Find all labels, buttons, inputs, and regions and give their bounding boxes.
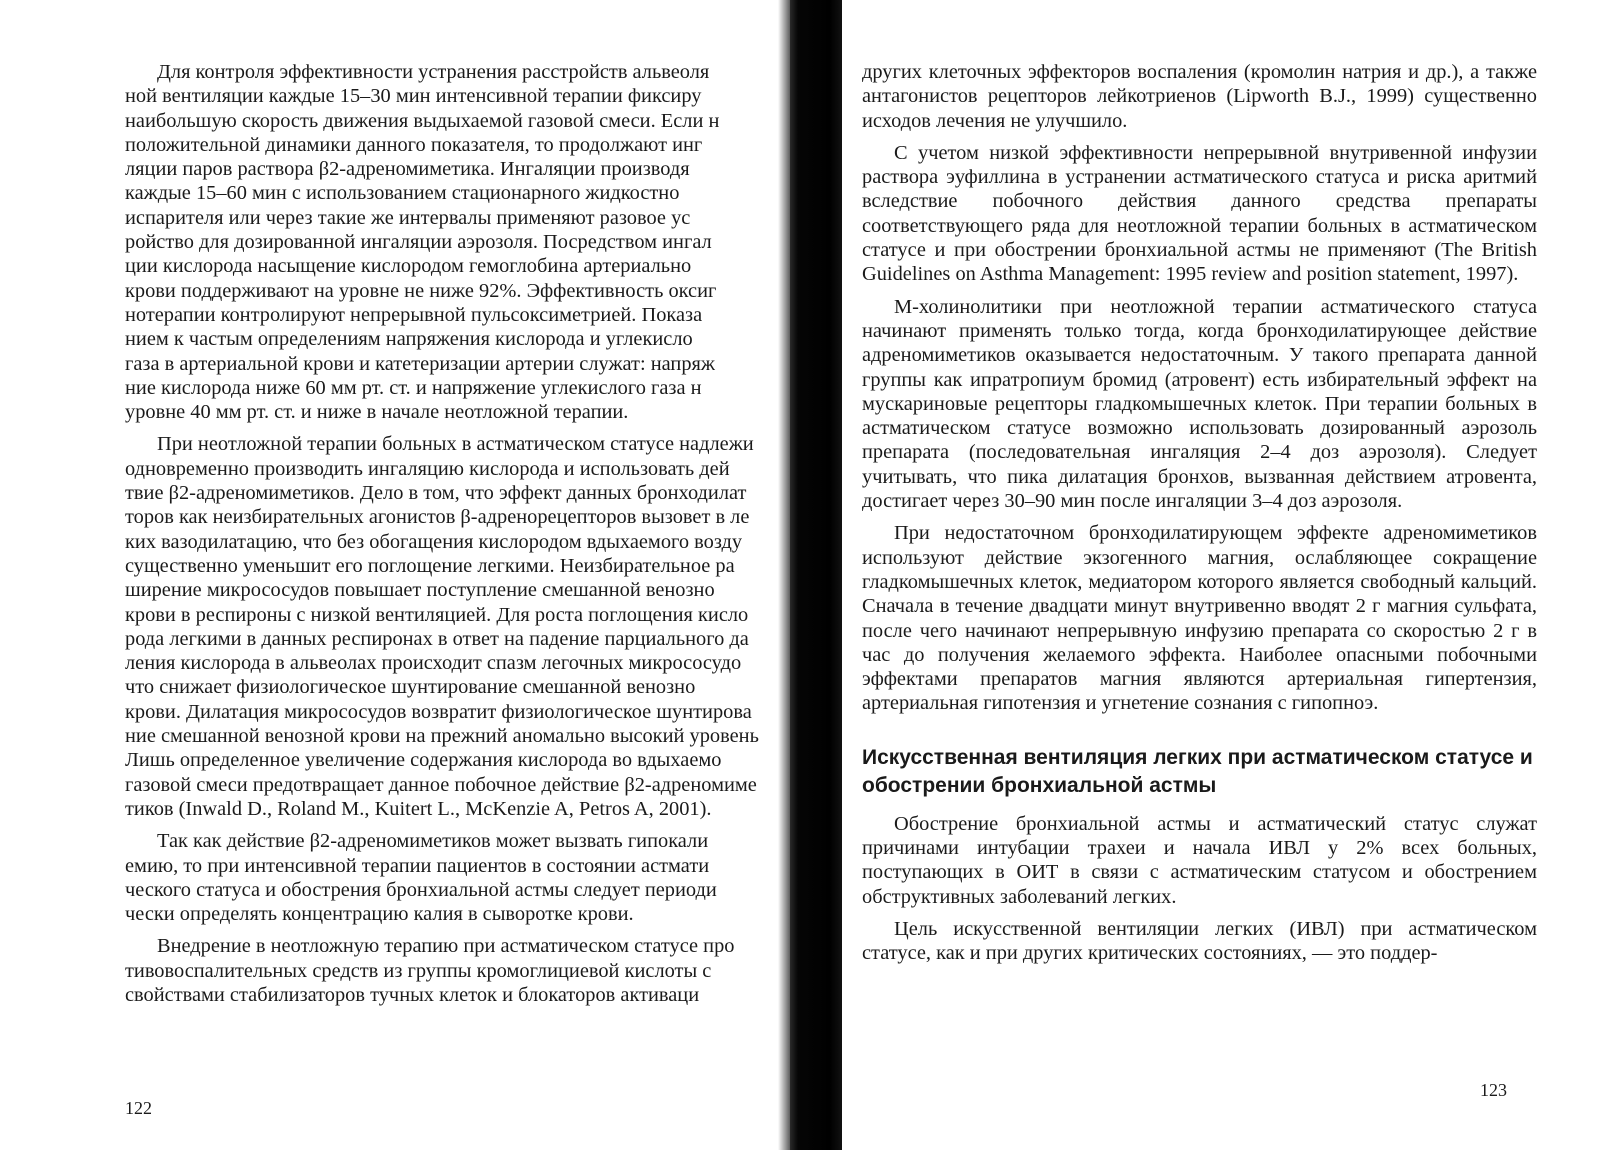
text-line: крови в респироны с низкой вентиляцией. Для роста поглощения кисло bbox=[125, 603, 749, 626]
text-line: Для контроля эффективности устранения расстройств альвеоля bbox=[157, 61, 710, 83]
paragraph: При недостаточном бронходилатирующем эффекте адреномиметиков используют действие экзогенного магния, ослабляющее сокращение гладкомышечных клеток, медиатором которого является свободный кальций. Сначала в течение двадцати минут внутривенно вводят 2 г магния сульфата, после чего начинают непрерывную инфузию препарата со скоростью 2 г в час до получения желаемого эффекта. Наиболее опасными побочными эффектами препаратов магния являются артериальная гипертензия, артериальная гипотензия и угнетение сознания с гипопноэ. bbox=[862, 522, 1537, 715]
paragraph: Цель искусственной вентиляции легких (ИВЛ) при астматическом статусе, как и при других критических состояниях, — это поддер- bbox=[862, 917, 1537, 965]
page-number-left: 122 bbox=[125, 1098, 152, 1118]
text-line: тивовоспалительных средств из группы кромоглициевой кислоты с bbox=[125, 959, 712, 982]
text-line: ческого статуса и обострения бронхиальной астмы следует периоди bbox=[125, 878, 717, 901]
text-line: При неотложной терапии больных в астматическом статусе надлежи bbox=[157, 433, 754, 456]
text-line: положительной динамики данного показателя, то продолжают инг bbox=[125, 133, 703, 156]
text-line: испарителя или через такие же интервалы применяют разовое ус bbox=[125, 206, 691, 229]
paragraph-gap bbox=[862, 909, 1537, 917]
paragraph-gap bbox=[125, 424, 825, 432]
text-line: твие β2-адреномиметиков. Дело в том, что эффект данных бронходилат bbox=[125, 482, 747, 505]
text-line: свойствами стабилизаторов тучных клеток и блокаторов активаци bbox=[125, 983, 700, 1006]
text-line: каждые 15–60 мин с использованием стационарного жидкостно bbox=[125, 182, 680, 205]
text-line: газовой смеси предотвращает данное побочное действие β2-адреномиме bbox=[125, 773, 757, 796]
section-heading: Искусственная вентиляция легких при астматическом статусе и обострении бронхиальной астмы bbox=[862, 745, 1533, 797]
text-line: рода легкими в данных респиронах в ответ на падение парциального да bbox=[125, 627, 749, 650]
text-line: крови. Дилатация микрососудов возвратит физиологическое шунтирова bbox=[125, 700, 752, 723]
left-page bbox=[0, 0, 800, 1150]
paragraph: М-холинолитики при неотложной терапии астматического статуса начинают применять только тогда, когда бронходилатирующее действие адреномиметиков оказывается недостаточным. У такого препарата данной группы как ипратропиум бромид (атровент) есть избирательный эффект на мускариновые рецепторы гладкомышечных клеток. При терапии больных в астматическом статусе возможно использовать дозированный аэрозоль препарата (последовательная ингаляция 2–4 доз аэрозоля). Следует учитывать, что пика дилатация бронхов, вызванная действием атровента, достигает через 30–90 мин после ингаляции 3–4 доз аэрозоля. bbox=[862, 295, 1537, 513]
text-line: ние кислорода ниже 60 мм рт. ст. и напряжение углекислого газа н bbox=[125, 376, 702, 399]
right-page bbox=[835, 0, 1601, 1150]
text-line: ляции паров раствора β2-адреномиметика. Ингаляции производя bbox=[125, 158, 690, 181]
paragraph-gap bbox=[125, 821, 825, 829]
paragraph: Обострение бронхиальной астмы и астматический статус служат причинами интубации трахеи и начала ИВЛ у 2% всех больных, поступающих в ОИТ в связи с астматическим статусом и обострением обструктивных заболеваний легких. bbox=[862, 812, 1537, 908]
text-line: торов как неизбирательных агонистов β-адренорецепторов вызовет в ле bbox=[125, 506, 750, 529]
text-line: Лишь определенное увеличение содержания кислорода во вдыхаемо bbox=[125, 749, 722, 772]
text-line: ции кислорода насыщение кислородом гемоглобина артериально bbox=[125, 255, 692, 278]
text-line: тиков (Inwald D., Roland M., Kuitert L., McKenzie A, Petros A, 2001). bbox=[125, 797, 712, 820]
paragraph-gap bbox=[125, 926, 825, 934]
right-text-column bbox=[862, 60, 1537, 966]
text-line: газа в артериальной крови и катетеризации артерии служат: напряж bbox=[125, 352, 716, 375]
text-line: ширение микрососудов повышает поступление смешанной венозно bbox=[125, 579, 715, 602]
left-text-column bbox=[125, 60, 825, 1007]
text-line: емию, то при интенсивной терапии пациентов в состоянии астмати bbox=[125, 854, 710, 877]
text-line: чески определять концентрацию калия в сыворотке крови. bbox=[125, 903, 634, 926]
text-line: ние смешанной венозной крови на прежний аномально высокий уровень bbox=[125, 725, 759, 748]
text-line: ной вентиляции каждые 15–30 мин интенсивной терапии фиксиру bbox=[125, 85, 702, 108]
paragraph-gap bbox=[862, 513, 1537, 521]
paragraph-gap bbox=[862, 287, 1537, 295]
text-line: нием к частым определениям напряжения кислорода и углекисло bbox=[125, 328, 693, 351]
text-line: Так как действие β2-адреномиметиков может вызвать гипокали bbox=[157, 830, 709, 853]
text-line: уровне 40 мм рт. ст. и ниже в начале неотложной терапии. bbox=[125, 401, 629, 424]
text-line: ления кислорода в альвеолах происходит спазм легочных микрососудо bbox=[125, 652, 742, 675]
text-line: что снижает физиологическое шунтирование смешанной венозно bbox=[125, 676, 696, 699]
text-line: одновременно производить ингаляцию кислорода и использовать дей bbox=[125, 457, 730, 480]
text-line: нотерапии контролируют непрерывной пульсоксиметрией. Показа bbox=[125, 303, 703, 326]
text-line: существенно уменьшит его поглощение легкими. Неизбирательное ра bbox=[125, 554, 735, 577]
paragraph-gap bbox=[862, 133, 1537, 141]
text-line: ройство для дозированной ингаляции аэрозоля. Посредством ингал bbox=[125, 231, 712, 254]
paragraph: С учетом низкой эффективности непрерывной внутривенной инфузии раствора эуфиллина в устранении астматического статуса и риска аритмий вследствие побочного действия данного средства препараты соответствующего ряда для неотложной терапии больных в астматическом статусе и при обострении бронхиальной астмы не применяют (The British Guidelines on Asthma Management: 1995 review and position statement, 1997). bbox=[862, 141, 1537, 286]
text-line: наибольшую скорость движения выдыхаемой газовой смеси. Если н bbox=[125, 109, 720, 132]
text-line: Внедрение в неотложную терапию при астматическом статусе про bbox=[157, 935, 735, 958]
paragraph: другиx клеточных эффекторов воспаления (кромолин натрия и др.), а также антагонистов рецепторов лейкотриенов (Lipworth B.J., 1999) существенно исходов лечения не улучшило. bbox=[862, 61, 1537, 132]
page-number-right: 123 bbox=[1480, 1080, 1507, 1100]
text-line: ких вазодилатацию, что без обогащения кислородом вдыхаемого возду bbox=[125, 530, 743, 553]
text-line: крови поддерживают на уровне не ниже 92%. Эффективность оксиг bbox=[125, 279, 717, 302]
